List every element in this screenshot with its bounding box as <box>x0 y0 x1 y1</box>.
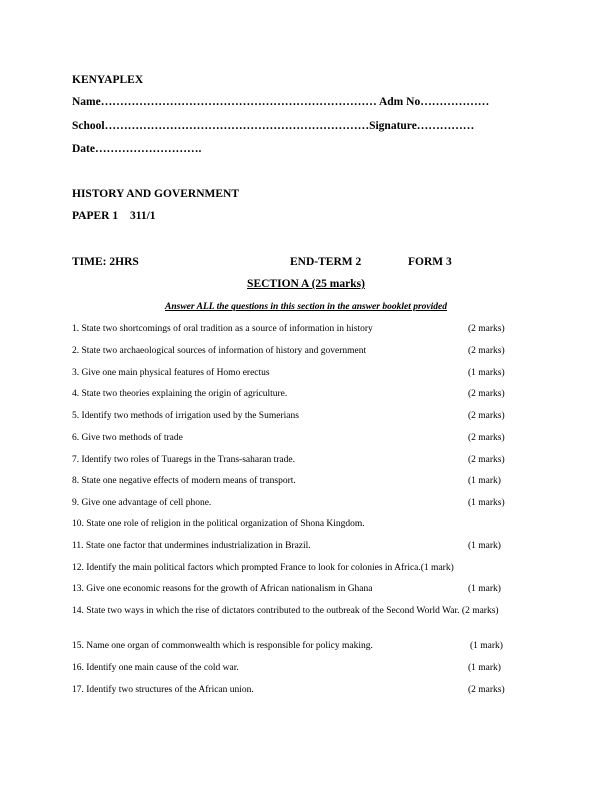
exam-info-row <box>0 256 612 272</box>
question-item <box>72 433 532 447</box>
question-text: 6. Give two methods of trade <box>72 433 183 443</box>
question-item <box>72 476 532 490</box>
question-marks: (2 marks) <box>468 324 505 334</box>
exam-form: FORM 3 <box>408 256 452 268</box>
question-marks: (1 mark) <box>468 541 501 551</box>
question-text: 16. Identify one main cause of the cold war. <box>72 663 239 673</box>
question-text: 1. State two shortcomings of oral tradition as a source of information in history <box>72 324 373 334</box>
question-text: 2. State two archaeological sources of information of history and government <box>72 346 367 356</box>
question-text: 7. Identify two roles of Tuaregs in the Trans-saharan trade. <box>72 455 295 465</box>
question-marks: (1 marks) <box>468 368 505 378</box>
section-title: SECTION A (25 marks) <box>247 278 365 290</box>
question-item <box>72 346 532 360</box>
question-item <box>72 541 532 555</box>
question-text: 3. Give one main physical features of Homo erectus <box>72 368 270 378</box>
question-marks: (1 mark) <box>468 663 501 673</box>
question-item <box>72 368 532 382</box>
question-text: 14. State two ways in which the rise of dictators contributed to the outbreak of the Second World War. (2 marks) <box>72 606 499 616</box>
question-text: 12. Identify the main political factors which prompted France to look for colonies in Africa.(1 mark) <box>72 563 454 573</box>
brand-name: KENYAPLEX <box>72 74 144 86</box>
section-instruction: Answer ALL the questions in this section in the answer booklet provided <box>165 302 447 312</box>
question-marks: (2 marks) <box>468 411 505 421</box>
school-signature-line: School……………………………………………………………Signature…………… <box>72 120 475 132</box>
question-item <box>72 455 532 469</box>
question-text: 5. Identify two methods of irrigation used by the Sumerians <box>72 411 299 421</box>
question-text: 10. State one role of religion in the political organization of Shona Kingdom. <box>72 519 365 529</box>
question-item <box>72 389 532 403</box>
question-marks: (2 marks) <box>468 433 505 443</box>
question-item <box>72 605 540 617</box>
date-line: Date………………………. <box>72 143 202 155</box>
question-text: 4. State two theories explaining the origin of agriculture. <box>72 389 288 399</box>
question-item <box>72 663 532 677</box>
question-marks: (1 mark) <box>468 584 501 594</box>
question-text: 9. Give one advantage of cell phone. <box>72 498 212 508</box>
paper-code: 311/1 <box>130 210 156 222</box>
question-marks: (1 mark) <box>470 641 503 651</box>
question-text: 17. Identify two structures of the African union. <box>72 685 254 695</box>
question-item <box>72 324 532 338</box>
question-text: 11. State one factor that undermines industrialization in Brazil. <box>72 541 311 551</box>
question-marks: (1 mark) <box>468 476 501 486</box>
question-item <box>72 498 532 512</box>
question-item <box>72 641 532 655</box>
question-text: 8. State one negative effects of modern means of transport. <box>72 476 296 486</box>
question-marks: (2 marks) <box>468 455 505 465</box>
subject-title: HISTORY AND GOVERNMENT <box>72 188 240 200</box>
exam-term: END-TERM 2 <box>290 256 362 268</box>
question-item <box>72 685 532 699</box>
paper-label: PAPER 1 <box>72 210 119 222</box>
question-item <box>72 411 532 425</box>
question-marks: (1 marks) <box>468 498 505 508</box>
exam-time: TIME: 2HRS <box>72 256 139 268</box>
question-item <box>72 519 532 533</box>
question-marks: (2 marks) <box>468 346 505 356</box>
question-item <box>72 584 532 598</box>
name-adm-line: Name……………………………………………………………… Adm No……………… <box>72 96 490 108</box>
question-marks: (2 marks) <box>468 389 505 399</box>
question-text: 13. Give one economic reasons for the growth of African nationalism in Ghana <box>72 584 373 594</box>
question-text: 15. Name one organ of commonwealth which is responsible for policy making. <box>72 641 373 651</box>
question-item <box>72 563 532 577</box>
question-marks: (2 marks) <box>468 685 505 695</box>
